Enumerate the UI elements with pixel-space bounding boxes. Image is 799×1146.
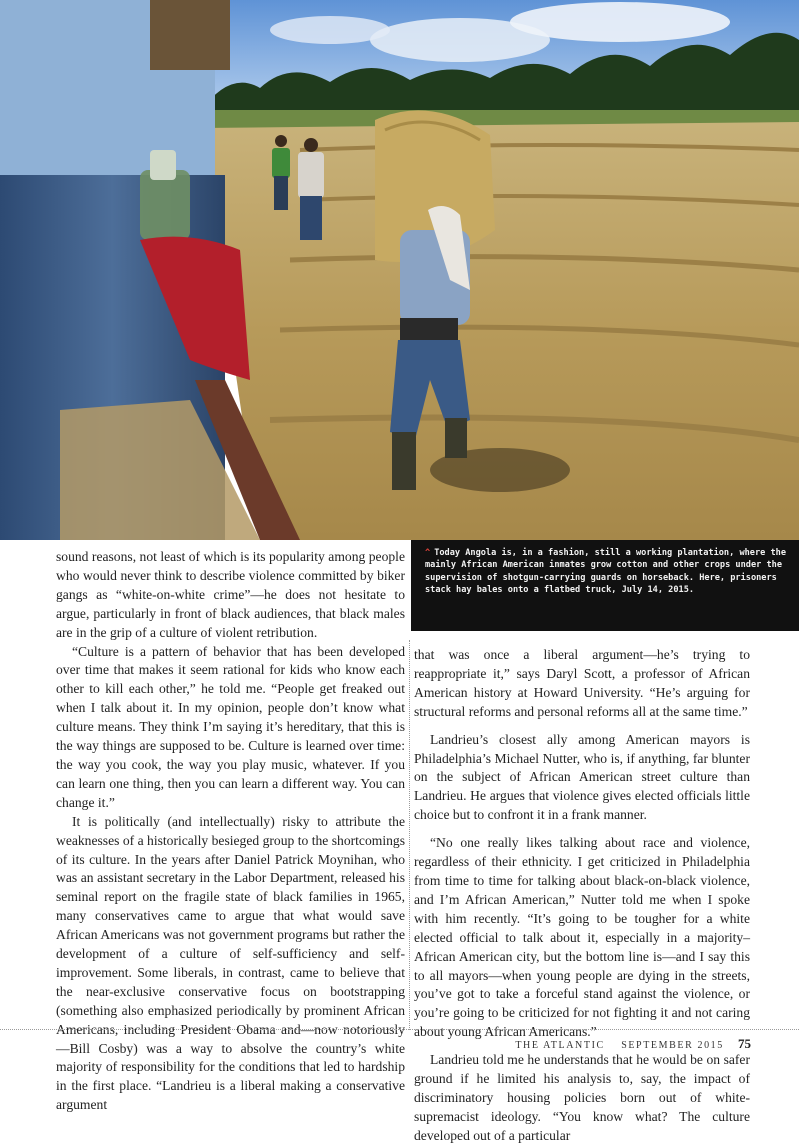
article-column-right xyxy=(414,646,750,1146)
paragraph: Landrieu told me he understands that he would be on safer ground if he limited his analysis to, say, the impact of discriminatory housing policies born out of white-supremacist ideology. “You know what? The culture developed out of a particular xyxy=(414,1052,750,1143)
paragraph: sound reasons, not least of which is its popularity among people who would never think to describe violence committed by biker gangs as “white-on-white crime”—he does not hesitate to argue, particularly in front of black audiences, that black males are in the grip of a culture of violent retribution. xyxy=(56,549,405,640)
page-number: 75 xyxy=(738,1036,751,1051)
paragraph: “No one really likes talking about race and violence, regardless of their ethnicity. I get criticized in Philadelphia from time to time for talking about black-on-black violence, and I’m African American,” Nutter told me when I spoke with him recently. “It’s going to be tougher for a white elected official to talk about it, especially in a majority–African American city, but the bottom line is—and I say this to all mayors—when young people are dying in the streets, you’ve got to take a forceful stand against the violence, or you’re going to be criticized for not fighting it and not caring about young African Americans.” xyxy=(414,835,750,1040)
paragraph: Landrieu’s closest ally among American mayors is Philadelphia’s Michael Nutter, who is, if anything, far blunter on the subject of African American street culture than Landrieu. He argues that violence gives elected officials little choice but to confront it in a frank manner. xyxy=(414,731,750,823)
paragraph: that was once a liberal argument—he’s trying to reappropriate it,” says Daryl Scott, a professor of African American history at Howard University. “He’s arguing for structural reforms and personal reforms all at the same time.” xyxy=(414,647,750,719)
article-column-left xyxy=(56,548,405,1115)
page-footer xyxy=(515,1036,751,1052)
paragraph: “Culture is a pattern of behavior that has been developed over time that makes it seem rational for kids who know each other to kill each other,” he told me. “People get freaked out when I talk about it. In my opinion, people don’t know what culture means. They think I’m saying it’s hereditary, that this is the way things are supposed to be. Culture is learned over time: the way you cook, the way you play music, whatever. If you can learn one thing, then you can learn a different way. You can change it.” xyxy=(56,643,405,810)
paragraph: It is politically (and intellectually) risky to attribute the weaknesses of a historically besieged group to the shortcomings of its culture. In the years after Daniel Patrick Moynihan, who was an assistant secretary in the Labor Department, released his seminal report on the fragile state of black families in 1965, many conservatives came to argue that what would save African Americans was not government programs but rather the development of a culture of self-sufficiency and self-improvement. Some liberals, in contrast, came to believe that the near-exclusive conservative focus on bootstrapping (something also emphasized periodically by prominent African Americans, including President Obama and—now notoriously—Bill Cosby) was a way to absolve the country’s white majority of responsibility for the conditions that led to hardship in the first place. “Landrieu is a liberal making a conservative argument xyxy=(56,813,405,1113)
caret-up-icon: ^ xyxy=(425,548,431,558)
publication-name: THE ATLANTIC xyxy=(515,1040,605,1051)
footer-rule xyxy=(0,1029,799,1030)
column-divider xyxy=(409,640,410,1030)
hay-field-photo xyxy=(0,0,799,540)
issue-date: SEPTEMBER 2015 xyxy=(621,1040,724,1051)
photo-caption xyxy=(411,540,799,631)
caption-text: Today Angola is, in a fashion, still a working plantation, where the mainly African American inmates grow cotton and other crops under the supervision of shotgun-carrying guards on horseback. Here, prisoners stack hay bales onto a flatbed truck, July 14, 2015. xyxy=(425,548,787,596)
